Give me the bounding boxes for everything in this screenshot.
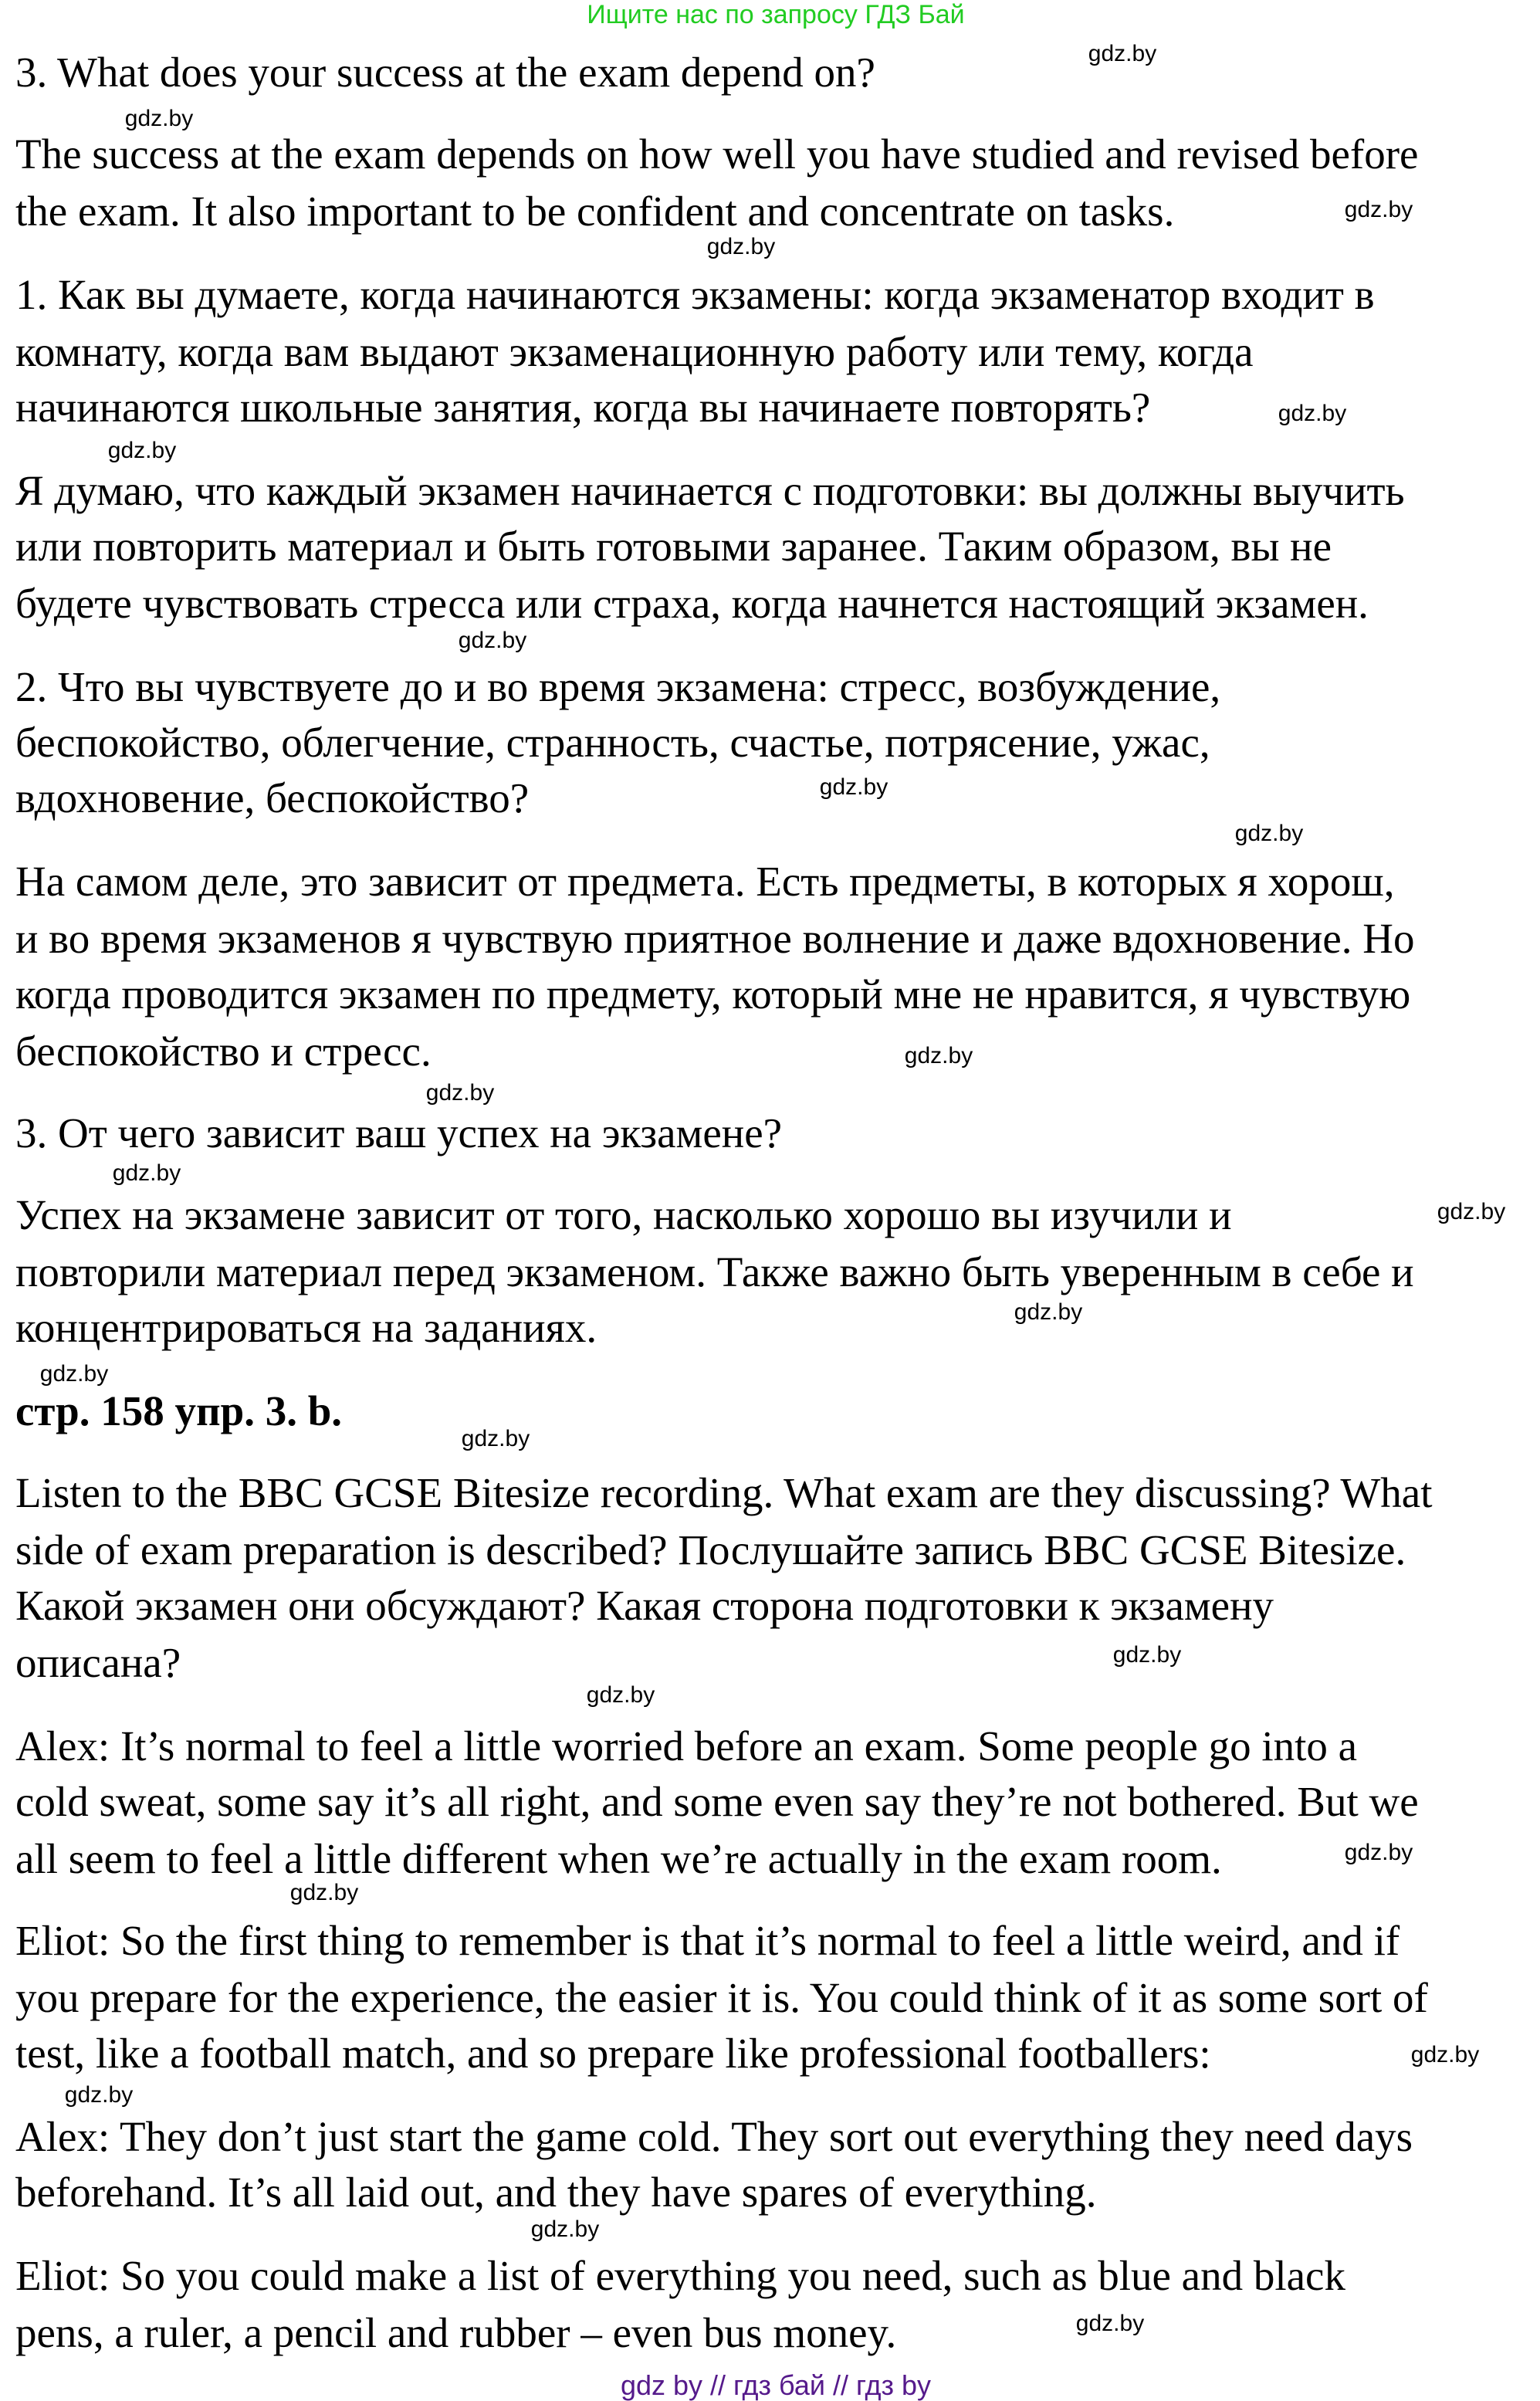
watermark: gdz.by — [1437, 1199, 1506, 1224]
dialogue-alex-1-line: Alex: It’s normal to feel a little worried before an exam. Some people go into a — [15, 1722, 1358, 1769]
question-2-ru-line: 2. Что вы чувствуете до и во время экзамена: стресс, возбуждение, — [15, 663, 1221, 710]
task-instructions-line: Какой экзамен они обсуждают? Какая сторона подготовки к экзамену — [15, 1582, 1274, 1629]
task-instructions-line: описана? — [15, 1639, 181, 1686]
dialogue-eliot-2-line: Eliot: So you could make a list of everything you need, such as blue and black — [15, 2252, 1345, 2299]
watermark: gdz.by — [461, 1426, 530, 1451]
answer-3-ru-line: концентрироваться на заданиях. — [15, 1304, 597, 1351]
watermark: gdz.by — [1344, 197, 1413, 222]
watermark: gdz.by — [819, 774, 888, 800]
watermark: gdz.by — [1344, 1840, 1413, 1865]
watermark: gdz.by — [904, 1043, 973, 1068]
question-1-ru-line: комнату, когда вам выдают экзаменационную работу или тему, когда — [15, 328, 1254, 375]
watermark: gdz.by — [64, 2082, 134, 2108]
watermark: gdz.by — [1088, 41, 1157, 66]
answer-2-ru-line: когда проводится экзамен по предмету, который мне не нравится, я чувствую — [15, 970, 1411, 1018]
answer-2-ru-line: На самом деле, это зависит от предмета. Есть предметы, в которых я хорош, — [15, 858, 1395, 905]
footer-links[interactable]: gdz by // гдз бай // гдз by — [620, 2369, 932, 2401]
search-banner: Ищите нас по запросу ГДЗ Бай — [587, 0, 965, 29]
watermark: gdz.by — [425, 1080, 495, 1106]
watermark: gdz.by — [1075, 2311, 1145, 2336]
question-2-ru-line: беспокойство, облегчение, странность, счастье, потрясение, ужас, — [15, 719, 1210, 766]
dialogue-alex-2-line: Alex: They don’t just start the game cold. They sort out everything they need days — [15, 2113, 1413, 2160]
answer-3-ru-line: повторили материал перед экзаменом. Также важно быть уверенным в себе и — [15, 1248, 1414, 1295]
dialogue-eliot-2-line: pens, a ruler, a pencil and rubber – even bus money. — [15, 2309, 897, 2356]
dialogue-eliot-1-line: you prepare for the experience, the easier it is. You could think of it as some sort of — [15, 1974, 1428, 2021]
task-instructions-line: side of exam preparation is described? Послушайте запись BBC GCSE Bitesize. — [15, 1526, 1406, 1573]
watermark: gdz.by — [706, 234, 776, 259]
question-1-ru-line: 1. Как вы думаете, когда начинаются экзамены: когда экзаменатор входит в — [15, 271, 1375, 318]
dialogue-alex-2-line: beforehand. It’s all laid out, and they have spares of everything. — [15, 2169, 1097, 2216]
answer-3-en-line: The success at the exam depends on how well you have studied and revised before — [15, 130, 1419, 178]
question-3-en-line: 3. What does your success at the exam depend on? — [15, 49, 875, 96]
question-3-ru-line: 3. От чего зависит ваш успех на экзамене? — [15, 1109, 783, 1156]
dialogue-eliot-1-line: test, like a football match, and so prepare like professional footballers: — [15, 2030, 1211, 2077]
watermark: gdz.by — [289, 1880, 359, 1905]
answer-3-ru-line: Успех на экзамене зависит от того, насколько хорошо вы изучили и — [15, 1191, 1232, 1238]
watermark: gdz.by — [39, 1361, 109, 1387]
watermark: gdz.by — [1278, 401, 1347, 426]
question-1-ru-line: начинаются школьные занятия, когда вы начинаете повторять? — [15, 384, 1151, 431]
dialogue-alex-1-line: all seem to feel a little different when we’re actually in the exam room. — [15, 1835, 1222, 1882]
watermark: gdz.by — [1112, 1642, 1182, 1668]
watermark: gdz.by — [458, 628, 527, 653]
watermark: gdz.by — [1234, 821, 1304, 846]
exercise-heading-line: стр. 158 упр. 3. b. — [15, 1387, 343, 1434]
answer-1-ru-line: Я думаю, что каждый экзамен начинается с подготовки: вы должны выучить — [15, 467, 1405, 514]
dialogue-alex-1-line: cold sweat, some say it’s all right, and some even say they’re not bothered. But we — [15, 1778, 1419, 1825]
watermark: gdz.by — [107, 438, 177, 463]
answer-3-en-line: the exam. It also important to be confident and concentrate on tasks. — [15, 188, 1175, 235]
watermark: gdz.by — [124, 106, 194, 131]
question-2-ru-line: вдохновение, беспокойство? — [15, 774, 530, 821]
answer-2-ru-line: и во время экзаменов я чувствую приятное волнение и даже вдохновение. Но — [15, 915, 1415, 962]
answer-1-ru-line: будете чувствовать стресса или страха, когда начнется настоящий экзамен. — [15, 580, 1369, 627]
dialogue-eliot-1-line: Eliot: So the first thing to remember is that it’s normal to feel a little weird, and if — [15, 1917, 1400, 1964]
watermark: gdz.by — [530, 2216, 600, 2242]
answer-2-ru-line: беспокойство и стресс. — [15, 1028, 432, 1075]
watermark: gdz.by — [1014, 1299, 1083, 1325]
watermark: gdz.by — [586, 1682, 655, 1708]
answer-1-ru-line: или повторить материал и быть готовыми заранее. Таким образом, вы не — [15, 523, 1332, 570]
watermark: gdz.by — [112, 1160, 181, 1186]
watermark: gdz.by — [1410, 2042, 1480, 2067]
task-instructions-line: Listen to the BBC GCSE Bitesize recording. What exam are they discussing? What — [15, 1469, 1433, 1516]
